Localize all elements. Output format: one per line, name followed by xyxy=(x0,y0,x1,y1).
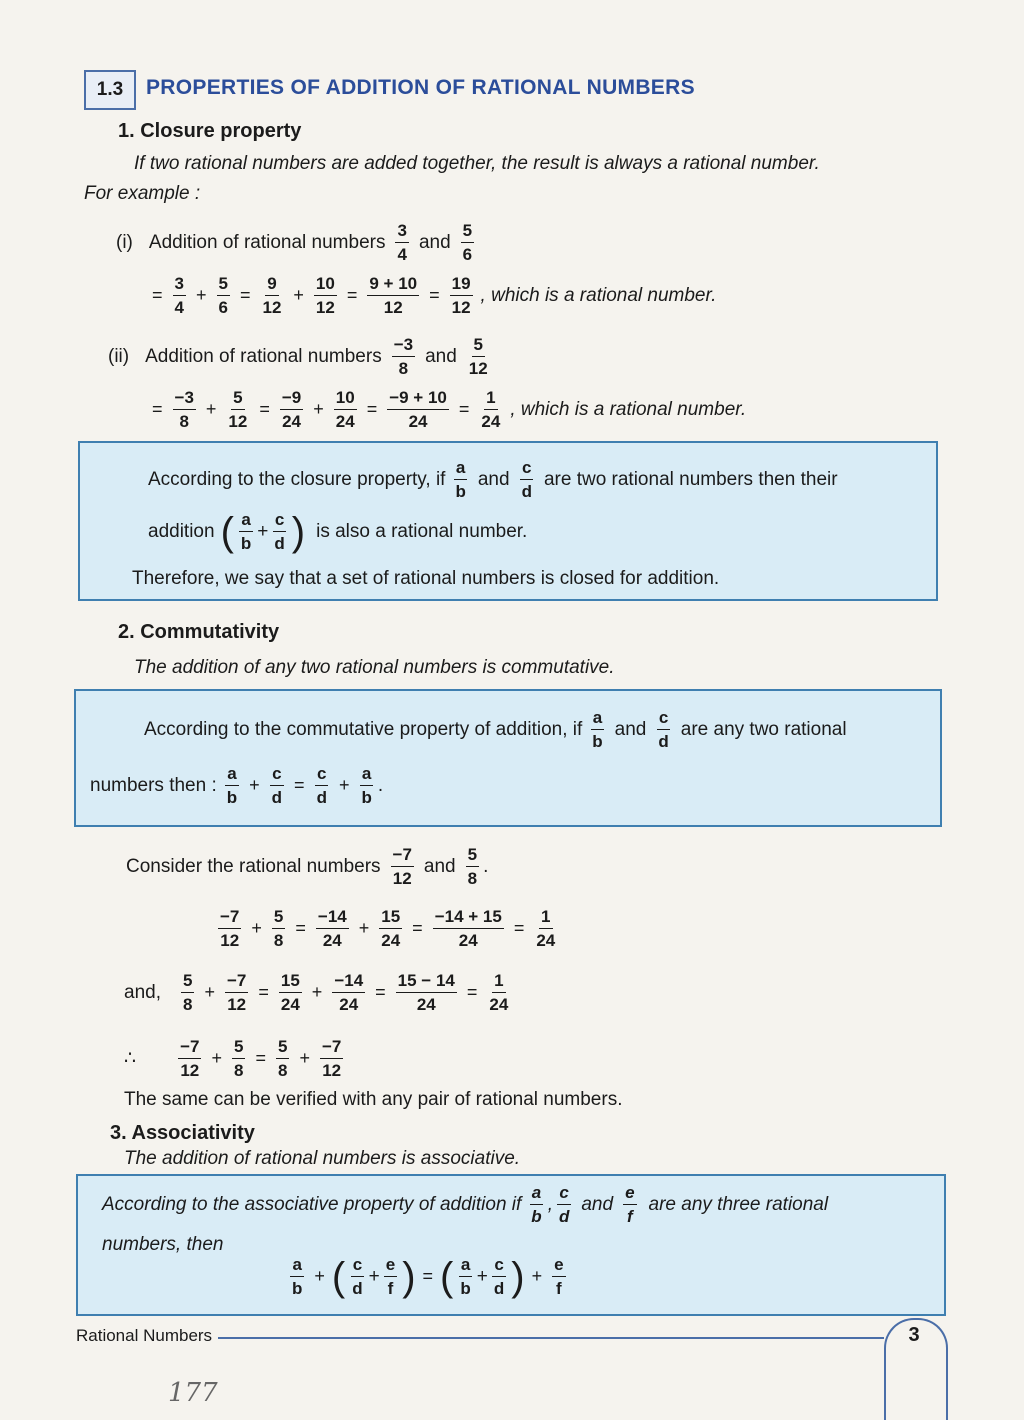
associative-equation: $\frac{a}{b}$ + ( $\frac{c}{d}$ + $\frac{e}{f}$ ) = ( $\frac{a}{b}$ + $\frac{c}{d}$ ) + $\frac{e}{f}$ xyxy=(292,1254,564,1299)
operator: + xyxy=(313,399,324,420)
closure-box-text: addition xyxy=(148,520,215,542)
operator: . xyxy=(377,774,384,796)
closure-heading: 1. Closure property xyxy=(118,120,302,142)
and-word: and xyxy=(425,345,457,367)
associative-box-text: According to the associative property of addition if xyxy=(102,1193,522,1215)
fraction: $\frac{9 + 10}{12}$ xyxy=(369,274,418,318)
operator: + xyxy=(476,1265,488,1287)
commutative-box-line2 xyxy=(90,763,383,809)
fraction: $\frac{c}{d}$ xyxy=(521,458,532,502)
fraction: $\frac{c}{d}$ xyxy=(352,1255,363,1299)
fraction: $\frac{a}{b}$ xyxy=(531,1183,542,1227)
and-word: and xyxy=(477,468,510,490)
operator: + xyxy=(211,1048,222,1069)
handwritten-note: 177 xyxy=(168,1378,218,1408)
fraction: $\frac{-3}{8}$ xyxy=(393,335,414,379)
and-word: and xyxy=(418,231,451,253)
fraction: $\frac{5}{12}$ xyxy=(468,335,488,379)
commutative-box-text: According to the commutative property of addition, if xyxy=(144,718,583,740)
operator: + xyxy=(195,285,207,306)
fraction: $\frac{a}{b}$ xyxy=(292,1255,303,1299)
operator: = xyxy=(295,918,306,939)
closure-box-line1 xyxy=(148,457,838,503)
fraction: $\frac{5}{8}$ xyxy=(467,845,478,889)
closure-property-box xyxy=(78,441,938,601)
operator: = xyxy=(152,399,163,420)
fraction: $\frac{a}{b}$ xyxy=(460,1255,471,1299)
closure-statement: If two rational numbers are added together, the result is always a rational number. xyxy=(134,153,820,174)
operator: = xyxy=(412,918,423,939)
fraction: $\frac{5}{8}$ xyxy=(273,907,284,951)
operator: = xyxy=(422,1266,434,1287)
example-2-conclusion: , which is a rational number. xyxy=(510,398,747,420)
commutative-equation-1 xyxy=(214,906,561,952)
fraction: $\frac{-7}{12}$ xyxy=(180,1037,200,1081)
operator: + xyxy=(204,982,215,1003)
fraction: $\frac{c}{d}$ xyxy=(271,764,283,808)
associative-property-box xyxy=(76,1174,946,1316)
fraction: $\frac{-7}{12}$ xyxy=(321,1037,342,1081)
fraction: $\frac{5}{12}$ xyxy=(228,388,248,432)
fraction: $\frac{-3}{8}$ xyxy=(174,388,194,432)
fraction: $\frac{3}{4}$ xyxy=(397,221,407,265)
operator: + xyxy=(338,775,350,796)
example-2-intro xyxy=(108,334,494,380)
operator: = xyxy=(375,982,386,1003)
example-2-label: (ii) xyxy=(108,345,130,367)
example-2-intro-text: Addition of rational numbers xyxy=(145,345,382,367)
closure-box-line3: Therefore, we say that a set of rational numbers is closed for addition. xyxy=(132,568,720,589)
and-word: and xyxy=(614,718,647,740)
operator: = xyxy=(294,775,305,796)
operator: + xyxy=(358,918,370,939)
operator: + xyxy=(299,1048,310,1069)
fraction: $\frac{9}{12}$ xyxy=(262,274,282,318)
operator: + xyxy=(293,285,304,306)
operator: + xyxy=(249,775,260,796)
operator: + xyxy=(531,1266,543,1287)
fraction: $\frac{c}{d}$ xyxy=(658,708,669,752)
fraction: $\frac{a}{b}$ xyxy=(361,764,372,808)
fraction: $\frac{e}{f}$ xyxy=(554,1255,564,1299)
fraction: $\frac{-7}{12}$ xyxy=(226,971,247,1015)
example-2-equation xyxy=(146,387,746,433)
operator: . xyxy=(483,855,489,877)
associative-box-text: are any three rational xyxy=(648,1193,829,1215)
commutativity-statement: The addition of any two rational numbers is commutative. xyxy=(134,657,615,678)
commutative-property-box xyxy=(74,689,942,827)
and-word: and xyxy=(423,855,456,877)
fraction: $\frac{1}{24}$ xyxy=(536,907,556,951)
commutative-equation-3 xyxy=(124,1036,347,1082)
fraction: $\frac{15}{24}$ xyxy=(280,971,300,1015)
operator: = xyxy=(458,399,470,420)
therefore-symbol: ∴ xyxy=(124,1048,137,1070)
closure-box-text: is also a rational number. xyxy=(316,520,528,542)
fraction: $\frac{c}{d}$ xyxy=(558,1183,570,1227)
verified-statement: The same can be verified with any pair of rational numbers. xyxy=(124,1089,623,1110)
fraction: $\frac{5}{8}$ xyxy=(234,1037,244,1081)
associative-box-line2: numbers, then xyxy=(102,1234,224,1255)
fraction: $\frac{-9}{24}$ xyxy=(281,388,302,432)
example-1-intro xyxy=(116,220,478,266)
fraction: $\frac{a}{b}$ xyxy=(592,708,603,752)
associativity-statement: The addition of rational numbers is associative. xyxy=(124,1148,521,1169)
fraction: $\frac{1}{24}$ xyxy=(489,971,509,1015)
page-number: 3 xyxy=(908,1324,920,1346)
operator: + xyxy=(311,982,323,1003)
consider-text: Consider the rational numbers xyxy=(126,855,381,877)
operator: = xyxy=(258,982,269,1003)
fraction: $\frac{-14}{24}$ xyxy=(334,971,364,1015)
operator: = xyxy=(366,399,378,420)
fraction: $\frac{10}{24}$ xyxy=(335,388,355,432)
and-word: and xyxy=(581,1193,614,1215)
footer-chapter-label: Rational Numbers xyxy=(76,1326,213,1345)
fraction: $\frac{5}{8}$ xyxy=(182,971,193,1015)
operator: = xyxy=(346,285,358,306)
operator: = xyxy=(466,982,478,1003)
example-1-equation xyxy=(146,273,716,319)
example-1-label: (i) xyxy=(116,231,133,253)
example-1-intro-text: Addition of rational numbers xyxy=(148,231,386,253)
fraction: $\frac{c}{d}$ xyxy=(316,764,327,808)
fraction: $\frac{5}{8}$ xyxy=(277,1037,288,1081)
operator: = xyxy=(429,285,440,306)
fraction: $\frac{e}{f}$ xyxy=(385,1255,396,1299)
commutative-box-text: numbers then : xyxy=(90,774,217,796)
fraction: $\frac{-7}{12}$ xyxy=(220,907,240,951)
fraction: $\frac{5}{6}$ xyxy=(218,274,228,318)
fraction: $\frac{5}{6}$ xyxy=(462,221,473,265)
fraction: $\frac{c}{d}$ xyxy=(493,1255,505,1299)
footer-divider xyxy=(218,1337,884,1339)
commutative-equation-2 xyxy=(124,970,514,1016)
for-example-label: For example : xyxy=(84,183,201,204)
fraction: $\frac{c}{d}$ xyxy=(274,510,285,554)
fraction: $\frac{-7}{12}$ xyxy=(392,845,412,889)
operator: = xyxy=(239,285,251,306)
closure-box-text: are two rational numbers then their xyxy=(543,468,838,490)
operator: + xyxy=(368,1265,380,1287)
closure-box-line2: addition ( $\frac{a}{b}$ + $\frac{c}{d}$ ) is also a rational number. xyxy=(148,509,528,554)
associativity-heading: 3. Associativity xyxy=(110,1122,255,1144)
fraction: $\frac{15}{24}$ xyxy=(381,907,401,951)
operator: , xyxy=(547,1193,553,1215)
associative-box-line1 xyxy=(102,1182,828,1228)
fraction: $\frac{3}{4}$ xyxy=(174,274,184,318)
fraction: $\frac{-14 + 15}{24}$ xyxy=(434,907,502,951)
fraction: $\frac{10}{12}$ xyxy=(315,274,335,318)
operator: + xyxy=(205,399,217,420)
operator: = xyxy=(255,1048,266,1069)
fraction: $\frac{19}{12}$ xyxy=(451,274,471,318)
equation-label: and, xyxy=(124,981,161,1003)
operator: + xyxy=(251,918,262,939)
fraction: $\frac{-9 + 10}{24}$ xyxy=(389,388,447,432)
fraction: $\frac{a}{b}$ xyxy=(455,458,466,502)
section-number: 1.3 xyxy=(84,70,136,110)
closure-box-text: According to the closure property, if xyxy=(148,468,446,490)
fraction: $\frac{-14}{24}$ xyxy=(317,907,347,951)
fraction: $\frac{1}{24}$ xyxy=(481,388,501,432)
commutativity-heading: 2. Commutativity xyxy=(118,621,280,643)
operator: = xyxy=(152,285,163,306)
operator: = xyxy=(513,918,525,939)
fraction: $\frac{e}{f}$ xyxy=(625,1183,635,1227)
operator: + xyxy=(314,1266,325,1287)
example-1-conclusion: , which is a rational number. xyxy=(480,284,717,306)
operator: = xyxy=(259,399,270,420)
fraction: $\frac{a}{b}$ xyxy=(240,510,252,554)
fraction: $\frac{a}{b}$ xyxy=(226,764,238,808)
commutative-box-text: are any two rational xyxy=(680,718,847,740)
commutative-box-line1 xyxy=(144,707,847,753)
consider-line xyxy=(126,844,488,890)
fraction: $\frac{15 - 14}{24}$ xyxy=(397,971,455,1015)
operator: + xyxy=(257,520,269,542)
section-title: PROPERTIES OF ADDITION OF RATIONAL NUMBERS xyxy=(146,76,695,99)
